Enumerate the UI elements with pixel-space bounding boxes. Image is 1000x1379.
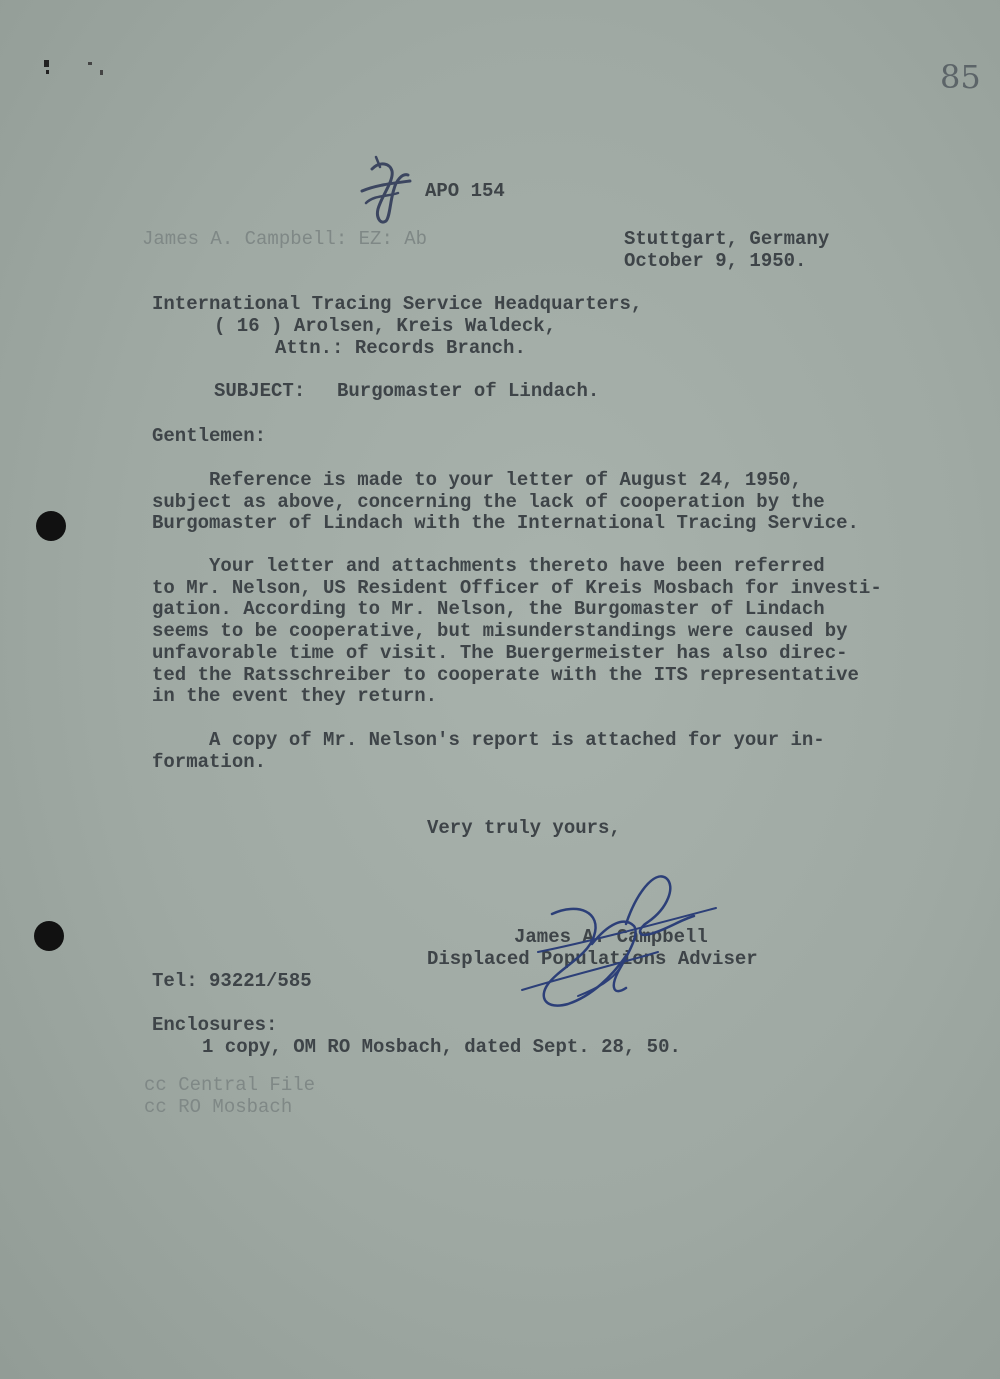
paragraph-2-line-3: gation. According to Mr. Nelson, the Burgomaster of Lindach bbox=[152, 598, 825, 621]
paragraph-3-line-1: A copy of Mr. Nelson's report is attached for your in- bbox=[152, 729, 825, 751]
apo-number: APO 154 bbox=[425, 180, 505, 202]
paragraph-2-line-2: to Mr. Nelson, US Resident Officer of Kreis Mosbach for investi- bbox=[152, 576, 882, 599]
addressee-line-1: International Tracing Service Headquarters, bbox=[152, 293, 643, 315]
telephone: Tel: 93221/585 bbox=[152, 970, 312, 992]
reference-initials: James A. Campbell: EZ: Ab bbox=[142, 228, 428, 250]
closing: Very truly yours, bbox=[427, 817, 621, 839]
paragraph-1-line-2: subject as above, concerning the lack of cooperation by the bbox=[152, 490, 825, 513]
paragraph-2-line-6: ted the Ratsschreiber to cooperate with the ITS representative bbox=[152, 663, 859, 686]
paragraph-2-line-4: seems to be cooperative, but misunderstandings were caused by bbox=[152, 620, 848, 643]
corner-speck bbox=[44, 60, 49, 67]
subject-text: Burgomaster of Lindach. bbox=[337, 380, 600, 402]
page-number: 85 bbox=[940, 58, 981, 96]
date-line: October 9, 1950. bbox=[624, 250, 807, 272]
paragraph-2-line-1: Your letter and attachments thereto have been referred bbox=[152, 555, 825, 577]
enclosures-label: Enclosures: bbox=[152, 1014, 278, 1036]
addressee-line-2: ( 16 ) Arolsen, Kreis Waldeck, bbox=[214, 315, 557, 337]
paragraph-2-line-7: in the event they return. bbox=[152, 685, 438, 708]
punch-hole-icon bbox=[36, 511, 66, 541]
paragraph-1-line-3: Burgomaster of Lindach with the International Tracing Service. bbox=[152, 512, 859, 535]
cc-line-2: cc RO Mosbach bbox=[144, 1096, 293, 1118]
corner-speck bbox=[100, 70, 103, 75]
paragraph-1-line-1: Reference is made to your letter of August 24, 1950, bbox=[152, 469, 802, 491]
handwritten-initials bbox=[352, 155, 422, 235]
punch-hole-icon bbox=[34, 921, 64, 951]
corner-speck bbox=[46, 70, 49, 74]
addressee-line-3: Attn.: Records Branch. bbox=[275, 337, 526, 359]
salutation: Gentlemen: bbox=[152, 425, 267, 447]
corner-speck bbox=[88, 62, 92, 65]
enclosures-item: 1 copy, OM RO Mosbach, dated Sept. 28, 50. bbox=[202, 1036, 681, 1058]
subject-label: SUBJECT: bbox=[214, 380, 306, 402]
place-line: Stuttgart, Germany bbox=[624, 228, 830, 250]
paragraph-3-line-2: formation. bbox=[152, 750, 267, 773]
cc-line-1: cc Central File bbox=[144, 1074, 316, 1096]
signature-name: James A. Campbell bbox=[514, 926, 708, 948]
signature-title: Displaced Populations Adviser bbox=[427, 948, 758, 970]
paragraph-2-line-5: unfavorable time of visit. The Buergermeister has also direc- bbox=[152, 641, 848, 664]
